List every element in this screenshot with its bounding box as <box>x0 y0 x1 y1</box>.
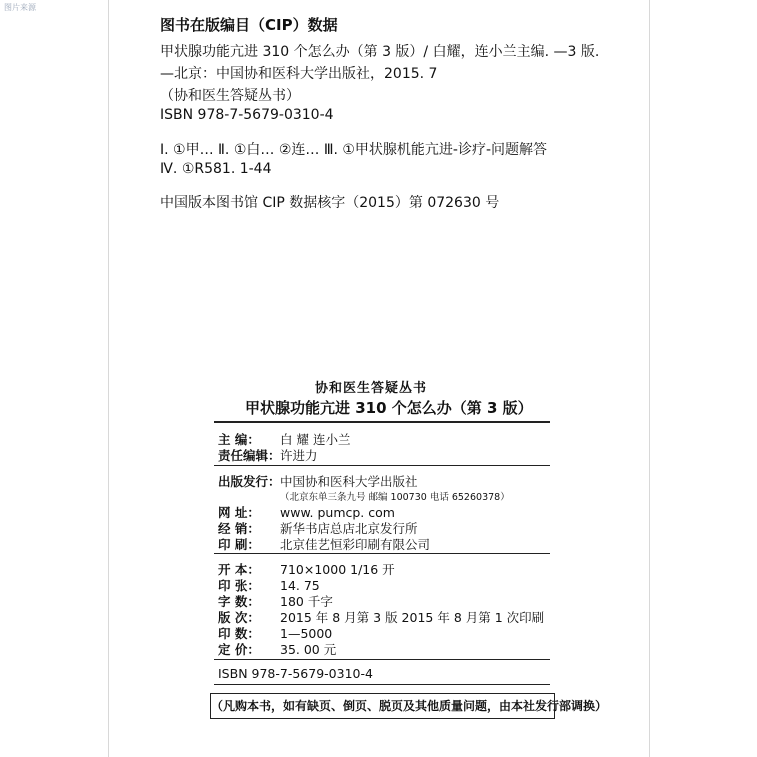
cip-line: 甲状腺功能亢进 310 个怎么办（第 3 版）/ 白耀，连小兰主编. —3 版. <box>160 44 600 60</box>
field-value: 白 耀 连小兰 <box>280 432 351 447</box>
cip-line: Ⅳ. ①R581. 1-44 <box>160 161 272 177</box>
field-value: 新华书店总店北京发行所 <box>280 521 418 536</box>
divider <box>214 421 550 423</box>
isbn-line: ISBN 978-7-5679-0310-4 <box>218 666 373 681</box>
cip-data-number: 中国版本图书馆 CIP 数据核字（2015）第 072630 号 <box>160 195 500 211</box>
field-label: 责任编辑： <box>218 448 281 463</box>
field-label: 出版发行： <box>218 474 281 489</box>
field-value: 许进力 <box>280 448 318 463</box>
field-label: 主 编： <box>218 432 260 447</box>
field-label: 版 次： <box>218 610 260 625</box>
cip-heading: 图书在版编目（CIP）数据 <box>160 16 338 34</box>
field-value: 180 千字 <box>280 594 333 609</box>
spec-row <box>218 640 336 658</box>
field-label: 印 张： <box>218 578 260 593</box>
field-value: 中国协和医科大学出版社 <box>280 474 418 489</box>
divider <box>214 684 550 685</box>
field-value: 14. 75 <box>280 578 320 593</box>
quality-notice: （凡购本书，如有缺页、倒页、脱页及其他质量问题，由本社发行部调换） <box>210 693 555 719</box>
field-label: 字 数： <box>218 594 260 609</box>
field-value: 710×1000 1/16 开 <box>280 562 395 577</box>
cip-line: Ⅰ. ①甲… Ⅱ. ①白… ②连… Ⅲ. ①甲状腺机能亢进-诊疗-问题解答 <box>160 142 548 158</box>
watermark: 图片来源 <box>4 3 36 12</box>
field-label: 经 销： <box>218 521 260 536</box>
field-label: 网 址： <box>218 505 260 520</box>
publisher-row <box>218 472 418 490</box>
field-label: 印 数： <box>218 626 260 641</box>
field-label: 定 价： <box>218 642 260 657</box>
field-value: 1—5000 <box>280 626 333 641</box>
field-value: 2015 年 8 月第 3 版 2015 年 8 月第 1 次印刷 <box>280 610 545 625</box>
cip-line: （协和医生答疑丛书） <box>160 88 300 104</box>
publisher-row <box>218 535 430 553</box>
field-label: 开 本： <box>218 562 260 577</box>
cip-line: —北京：中国协和医科大学出版社，2015. 7 <box>160 66 438 82</box>
field-label: 印 刷： <box>218 537 260 552</box>
price-value: 35. 00 元 <box>280 642 337 657</box>
series-name: 协和医生答疑丛书 <box>315 381 428 396</box>
cip-line: ISBN 978-7-5679-0310-4 <box>160 107 334 123</box>
website-url: www. pumcp. com <box>280 505 395 520</box>
editor-row <box>218 446 318 464</box>
divider <box>214 659 550 660</box>
divider <box>214 553 550 554</box>
publisher-address: （北京东单三条九号 邮编 100730 电话 65260378） <box>280 492 510 503</box>
book-title: 甲状腺功能亢进 310 个怎么办（第 3 版） <box>245 399 533 417</box>
field-value: 北京佳艺恒彩印刷有限公司 <box>280 537 431 552</box>
divider <box>214 465 550 466</box>
